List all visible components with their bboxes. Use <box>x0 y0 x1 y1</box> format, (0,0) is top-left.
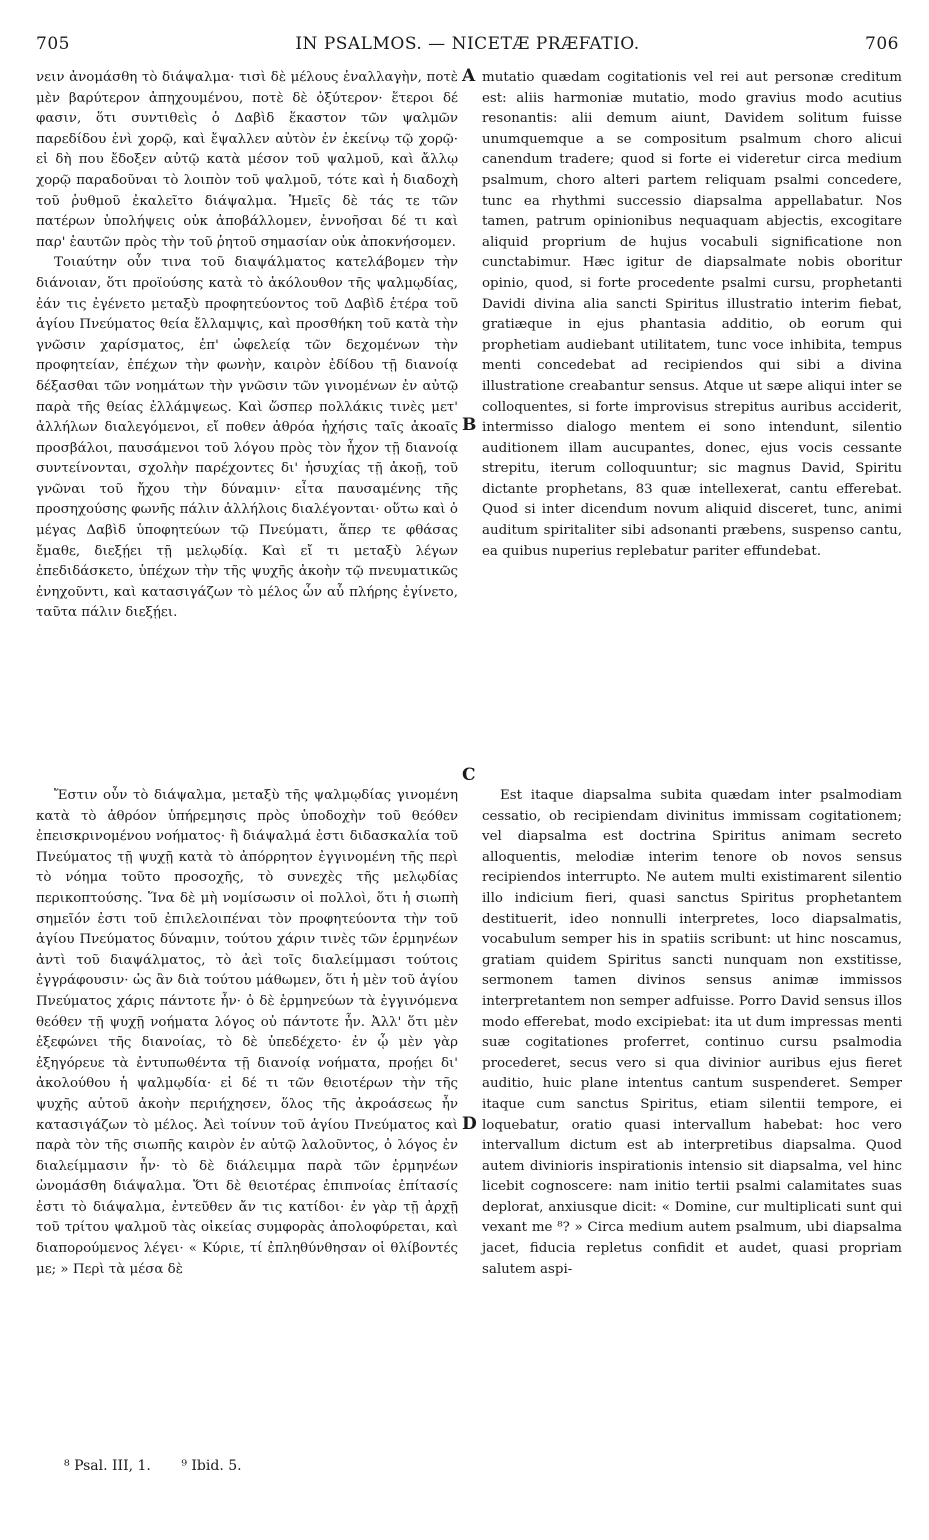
page-number-left: 705 <box>36 34 70 54</box>
footnote: ⁸ Psal. III, 1. <box>64 1458 151 1474</box>
margin-marker-c: C <box>462 765 476 785</box>
greek-column-bottom <box>36 786 458 1280</box>
latin-column-bottom <box>482 786 902 1280</box>
margin-marker-a: A <box>462 66 476 86</box>
page-header <box>36 34 899 58</box>
greek-column-top <box>36 68 458 624</box>
margin-marker-d: D <box>462 1114 477 1134</box>
latin-column-top <box>482 68 902 562</box>
greek-paragraph: Τοιαύτην οὖν τινα τοῦ διαψάλματος κατελάβομεν τὴν διάνοιαν, ὅτι προϊούσης κατὰ τὸ ἀκόλουθον τῆς ψαλμῳδίας, ἐάν τις ἐγένετο μεταξὺ προφητεύοντος τοῦ Δαβὶδ ἑτέρα τοῦ ἁγίου Πνεύματος θεία ἔλλαμψις, καὶ προσθήκη τοῦ κατὰ τὴν γνῶσιν χαρίσματος, ἐπ' ὠφελείᾳ τῶν δεχομένων τὴν προφητείαν, ἐπέχων τὴν φωνὴν, καιρὸν ἐδίδου τῇ διανοίᾳ δέξασθαι τῶν νοημάτων τὴν γνῶσιν τῶν γινομένων ἐν αὐτῷ παρὰ τῆς θείας ἐλλάμψεως. Καὶ ὥσπερ πολλάκις τινὲς μετ' ἀλλήλων διαλεγόμενοι, εἴ ποθεν ἀθρόα ἠχήσις ταῖς ἀκοαῖς προσβάλοι, παυσάμενοι τοῦ λόγου πρὸς τὸν ἦχον τῇ διανοίᾳ συντείνονται, σχολὴν παρέχοντες δι' ἡσυχίας τῇ ἀκοῇ, τοῦ γνῶναι τοῦ ἤχου τὴν δύναμιν· εἶτα παυσαμένης τῆς προσηχούσης φωνῆς πάλιν ἀλλήλοις διαλέγονται· οὕτω καὶ ὁ μέγας Δαβὶδ ὑποφητεύων τῷ Πνεύματι, ἅπερ τε φθάσας ἔμαθε, διεξῄει τῇ μελῳδίᾳ. Καὶ εἴ τι μεταξὺ λέγων ἐπεδιδάσκετο, ὑπέχων τὴν τῆς ψυχῆς ἀκοὴν τῷ πνευματικῶς ἐνηχοῦντι, καὶ κατασιγάζων τὸ μέλος ὧν αὖ πλήρης ἐγίνετο, ταῦτα πάλιν διεξῄει. <box>36 255 458 621</box>
latin-paragraph: mutatio quædam cogitationis vel rei aut personæ creditum est: aliis harmoniæ mutatio, modo gravius modo acutius resonantis: alii demum aiunt, Davidem solitum fuisse unumquemque a se compositum psalmum choro alicui canendum tradere; quod si forte ei videretur circa medium psalmum, choro alteri partem reliquam psalmi concedere, tunc ea rhythmi successio diapsalma appellabatur. Nos tamen, patrum opinionibus nequaquam abjectis, excogitare aliquid proprium de hujus vocabuli significatione non cunctabimur. Hæc igitur de diapsalmate nobis oboritur opinio, quod, si forte procedente psalmi cursu, prophetanti Davidi divina alia sancti Spiritus illustratio interim fiebat, gratiæque in ejus phantasia additio, ob eorum qui prophetiam audiebant utilitatem, tunc voce inhibita, tempus menti concedebat ad recipiendos qui sibi a divina illustratione creabantur sensus. Atque ut sæpe aliqui inter se colloquentes, si forte improvisus strepitus auribus acciderit, intermisso dialogo mentem ei sono intendunt, silentio auditionem illam aucupantes, donec, ejus vocis cessante strepitu, iterum colloquuntur; sic magnus David, Spiritu dictante prophetans, 83 quæ intellexerat, cantu efferebat. Quod si inter dicendum novum aliquid disceret, tunc, animi auditum spiritaliter sibi adsonanti præbens, suspenso cantu, ea quibus nuperius replebatur pariter effundebat. <box>482 70 902 559</box>
footnotes <box>64 1458 268 1474</box>
greek-paragraph: Ἔστιν οὖν τὸ διάψαλμα, μεταξὺ τῆς ψαλμῳδίας γινομένη κατὰ τὸ ἀθρόον ὑπήρεμησις πρὸς ὑποδοχὴν τοῦ θεόθεν ἐπεισκρινομένου νοήματος· ἢ διάψαλμά ἐστι διδασκαλία τοῦ Πνεύματος τῇ ψυχῇ κατὰ τὸ ἀπόρρητον ἐγγινομένη τῆς περὶ τὸ νόημα τοῦτο προσοχῆς, τὸ συνεχὲς τῆς μελῳδίας περικοπτούσης. Ἵνα δὲ μὴ νομίσωσιν οἱ πολλοὶ, ὅτι ἡ σιωπὴ σημεῖόν ἐστι τοῦ ἐπιλελοιπέναι τὸν προφητεύοντα τὴν τοῦ ἁγίου Πνεύματος δύναμιν, τούτου χάριν τινὲς τῶν ἑρμηνέων ἀντὶ τοῦ διαψάλματος, τὸ ἀεὶ τοῖς διαλείμμασι τούτοις ἐγγράφουσιν· ὡς ἂν διὰ τούτου μάθωμεν, ὅτι ἡ μὲν τοῦ ἁγίου Πνεύματος χάρις πάντοτε ἦν· ὁ δὲ ἑρμηνεύων τὰ ἐγγινόμενα θεόθεν τῇ ψυχῇ νοήματα λόγος οὐ πάντοτε ἦν. Ἀλλ' ὅτι μὲν ἐξεφώνει τῆς διανοίας, τὸ δὲ ὑπεδέχετο· ἐν ᾧ μὲν γὰρ ἐξηγόρευε τὰ ἐντυπωθέντα τῇ διανοίᾳ νοήματα, προῄει δι' ἀκολούθου ἡ ψαλμῳδία· εἰ δέ τι τῶν θειοτέρων τὴν τῆς ψυχῆς αὐτοῦ ἀκοὴν περιήχησεν, ὅλος τῆς ἀκροάσεως ἦν κατασιγάζων τὸ μέλος. Ἀεὶ τοίνυν τοῦ ἁγίου Πνεύματος καὶ παρὰ τὸν τῆς σιωπῆς καιρὸν ἐν αὐτῷ λαλοῦντος, ὁ λόγος ἐν διαλείμμασιν ἦν· τὸ δὲ διάλειμμα παρὰ τῶν ἑρμηνέων ὠνομάσθη διάψαλμα. Ὅτι δὲ θειοτέρας ἐπιπνοίας ἐπίτασίς ἐστι τὸ διάψαλμα, ἐντεῦθεν ἄν τις κατίδοι· ἐν γὰρ τῇ ἀρχῇ τοῦ τρίτου ψαλμοῦ τὰς οἰκείας συμφορὰς ἀπολοφύρεται, καὶ διαπορούμενος λέγει· « Κύριε, τί ἐπληθύνθησαν οἱ θλίβοντές με; » Περὶ τὰ μέσα δὲ <box>36 788 458 1277</box>
greek-paragraph: νειν ἀνομάσθη τὸ διάψαλμα· τισὶ δὲ μέλους ἐναλλαγὴν, ποτὲ μὲν βαρύτερον ἀπηχουμένου, ποτὲ δὲ ὀξύτερον· ἕτεροι δέ φασιν, ὅτι συντιθεὶς ὁ Δαβὶδ ἕκαστον τῶν ψαλμῶν παρεδίδου ἐνὶ χορῷ, καὶ ἔψαλλεν αὐτὸν ἐν ἐκείνῳ τῷ χορῷ· εἰ δὴ που ἔδοξεν αὐτῷ κατὰ μέσον τοῦ ψαλμοῦ, καὶ ἄλλῳ χορῷ παραδοῦναι τὸ λοιπὸν τοῦ ψαλμοῦ, τότε καὶ ἡ διαδοχὴ τοῦ ῥυθμοῦ ἐκαλεῖτο διάψαλμα. Ἡμεῖς δὲ τάς τε τῶν πατέρων ὑπολήψεις οὐκ ἀποβάλλομεν, ἐννοῆσαι δέ τι καὶ παρ' ἑαυτῶν πρὸς τὴν τοῦ ῥητοῦ σημασίαν οὐκ ἀποκνήσομεν. <box>36 70 458 250</box>
page-number-right: 706 <box>865 34 899 54</box>
margin-marker-b: B <box>462 415 477 435</box>
running-head: IN PSALMOS. — NICETÆ PRÆFATIO. <box>295 34 640 54</box>
latin-paragraph: Est itaque diapsalma subita quædam inter psalmodiam cessatio, ob recipiendam divinitus immissam cogitationem; vel diapsalma est doctrina Spiritus animam secreto alloquentis, melodiæ interim tenore ob novos sensus recipiendos interrupto. Ne autem multi existimarent silentio illo indicium fieri, quasi sanctus Spiritus prophetantem destituerit, ideo nonnulli interpretes, loco diapsalmatis, vocabulum semper his in spatiis scribunt: ut hinc noscamus, gratiam quidem Spiritus sancti nunquam non exstitisse, sermonem tamen divinos sensus animæ immissos interpretantem non semper adfuisse. Porro David sensus illos modo efferebat, modo excipiebat: ita ut dum impressas menti suæ cogitationes proferret, continuo cursu psalmodia procederet, secus vero si qua divinior auribus ejus fieret auditio, huic plane intentus cantum suspenderet. Semper itaque cum sanctus Spiritus, etiam silentii tempore, ei loquebatur, oratio quasi intervallum habebat: hoc vero intervallum dictum est ab interpretibus diapsalma. Quod autem divinioris inspirationis intensio sit diapsalma, vel hinc licebit cognoscere: nam initio tertii psalmi calamitates suas deplorat, anxiusque dicit: « Domine, cur multiplicati sunt qui vexant me ⁸? » Circa medium autem psalmum, ubi diapsalma jacet, fiducia repletus confidit et audet, quasi propriam salutem aspi- <box>482 788 902 1277</box>
footnote: ⁹ Ibid. 5. <box>181 1458 242 1474</box>
